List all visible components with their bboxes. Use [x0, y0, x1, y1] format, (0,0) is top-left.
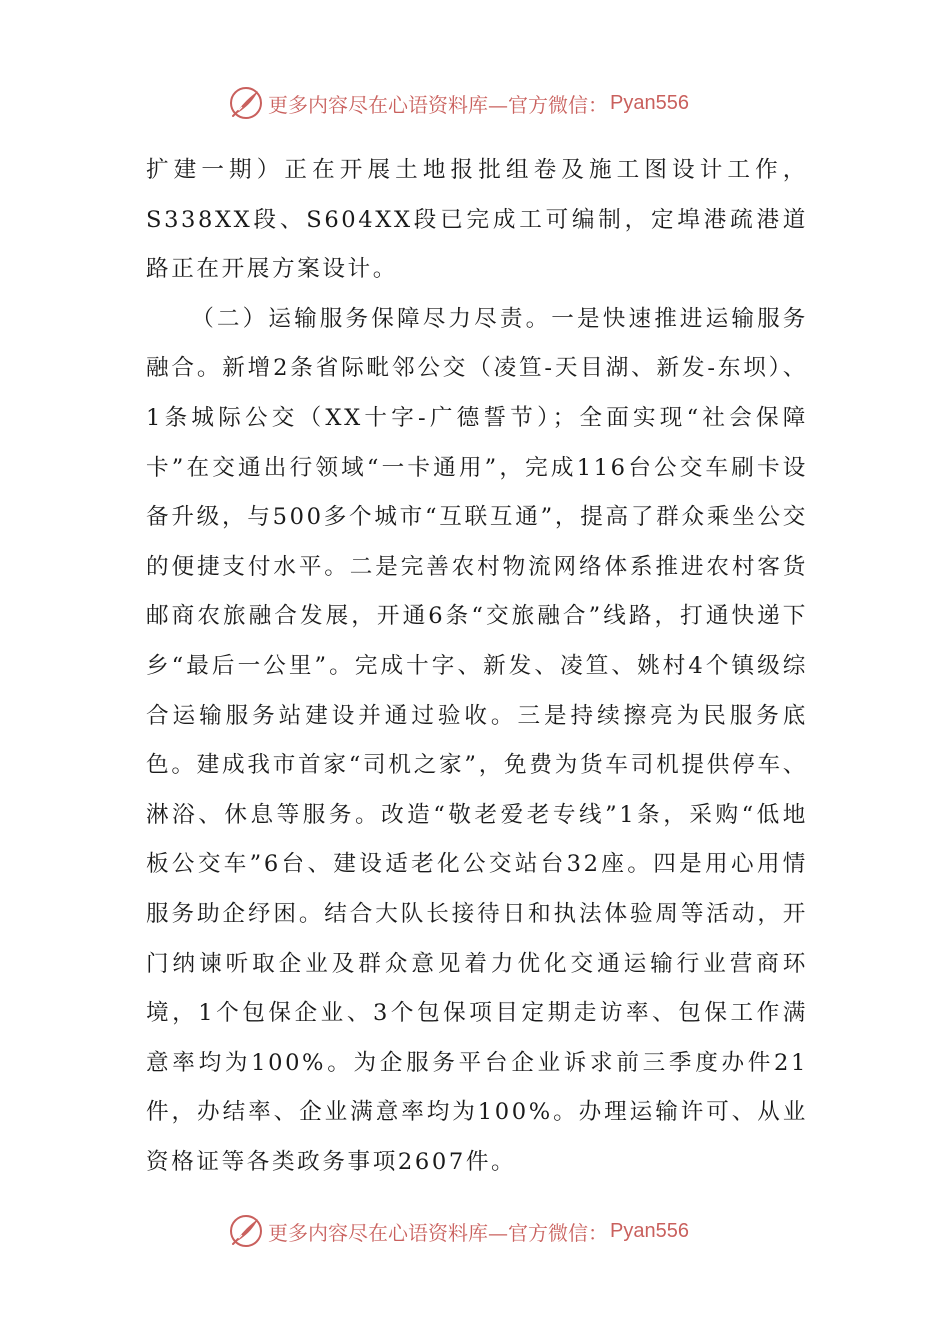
quill-pen-logo-icon: [228, 1213, 264, 1249]
watermark-wechat-id: Pyan556: [610, 1219, 689, 1242]
watermark-wechat-id: Pyan556: [610, 91, 689, 114]
document-body: [146, 146, 808, 1187]
watermark-text-cn: 更多内容尽在心语资料库—官方微信：: [268, 1220, 608, 1245]
footer-watermark: [228, 1211, 689, 1251]
quill-pen-logo-icon: [228, 85, 264, 121]
header-watermark: [228, 83, 689, 123]
paragraph-continued: 扩建一期）正在开展土地报批组卷及施工图设计工作，S338XX段、S604XX段已完成工可编制，定埠港疏港道路正在开展方案设计。: [146, 157, 808, 283]
paragraph-section-2: （二）运输服务保障尽力尽责。一是快速推进运输服务融合。新增2条省际毗邻公交（凌笪-天目湖、新发-东坝）、1条城际公交（XX十字-广德誓节）；全面实现“社会保障卡”在交通出行领域“一卡通用”，完成116台公交车刷卡设备升级，与500多个城市“互联互通”，提高了群众乘坐公交的便捷支付水平。二是完善农村物流网络体系推进农村客货邮商农旅融合发展，开通6条“交旅融合”线路，打通快递下乡“最后一公里”。完成十字、新发、凌笪、姚村4个镇级综合运输服务站建设并通过验收。三是持续擦亮为民服务底色。建成我市首家“司机之家”，免费为货车司机提供停车、淋浴、休息等服务。改造“敬老爱老专线”1条，采购“低地板公交车”6台、建设适老化公交站台32座。四是用心用情服务助企纾困。结合大队长接待日和执法体验周等活动，开门纳谏听取企业及群众意见着力优化交通运输行业营商环境，1个包保企业、3个包保项目定期走访率、包保工作满意率均为100%。为企服务平台企业诉求前三季度办件21件，办结率、企业满意率均为100%。办理运输许可、从业资格证等各类政务事项2607件。: [146, 305, 808, 1175]
watermark-text-cn: 更多内容尽在心语资料库—官方微信：: [268, 92, 608, 117]
